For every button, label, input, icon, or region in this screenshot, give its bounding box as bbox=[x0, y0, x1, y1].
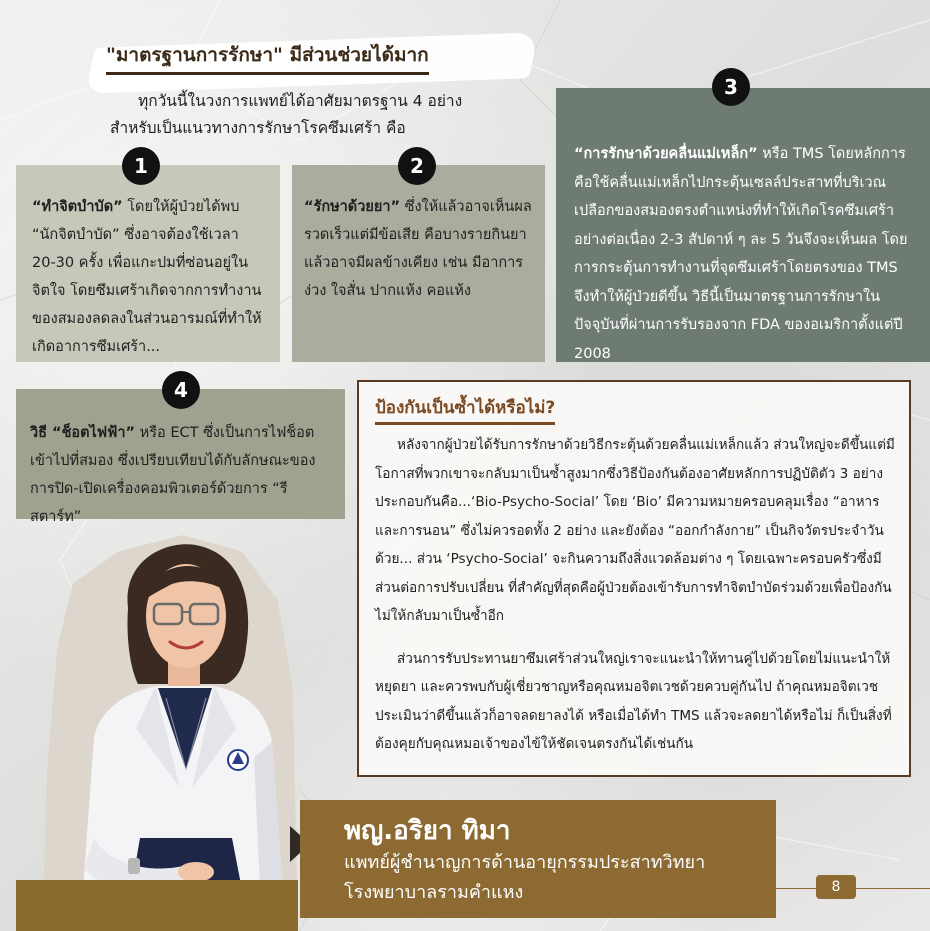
method-1-heading: “ทำจิตบำบัด” bbox=[32, 199, 123, 215]
method-card-3 bbox=[556, 88, 930, 362]
method-1-body: โดยให้ผู้ป่วยได้พบ “นักจิตบำบัด” ซึ่งอาจต้องใช้เวลา 20-30 ครั้ง เพื่อแกะปมที่ซ่อนอยู่ในจิตใจ โดยซึมเศร้าเกิดจากการทำงานของสมองลดลงในส่วนอารมณ์ที่ทำให้เกิดอาการซึมเศร้า... bbox=[32, 199, 262, 355]
doctor-name-banner bbox=[300, 800, 776, 918]
page-title: "มาตรฐานการรักษา" มีส่วนช่วยได้มาก bbox=[106, 40, 429, 75]
doctor-hospital: โรงพยาบาลรามคำแหง bbox=[344, 882, 524, 903]
number-badge-1: 1 bbox=[122, 147, 160, 185]
page-number: 8 bbox=[816, 875, 856, 899]
number-badge-3: 3 bbox=[712, 68, 750, 106]
number-badge-2: 2 bbox=[398, 147, 436, 185]
title-block bbox=[98, 36, 538, 92]
method-4-heading: “ช็อตไฟฟ้า” bbox=[52, 425, 136, 441]
number-badge-4: 4 bbox=[162, 371, 200, 409]
intro-text bbox=[110, 88, 530, 142]
method-2-heading: “รักษาด้วยยา” bbox=[304, 199, 401, 215]
method-2-body: ซึ่งให้แล้วอาจเห็นผลรวดเร็วแต่มีข้อเสีย คือบางรายกินยาแล้วอาจมีผลข้างเคียง เช่น มีอาการง่วง ใจสั่น ปากแห้ง คอแห้ง bbox=[304, 199, 532, 299]
method-4-heading-prefix: วิธี bbox=[30, 425, 53, 441]
method-4-body: หรือ ECT ซึ่งเป็นการไฟช็อตเข้าไปที่สมอง ซึ่งเปรียบเทียบได้กับลักษณะของการปิด-เปิดเครื่องคอมพิวเตอร์ด้วยการ “รีสตาร์ท” bbox=[30, 425, 316, 525]
prevention-paragraph-2: ส่วนการรับประทานยาซึมเศร้าส่วนใหญ่เราจะแนะนำให้ทานคู่ไปด้วยโดยไม่แนะนำให้หยุดยา และควรพบกับผู้เชี่ยวชาญหรือคุณหมอจิตเวชด้วยควบคู่กันไป ถ้าคุณหมอจิตเวชประเมินว่าดีขึ้นแล้วก็อาจลดยาลงได้ หรือเมื่อได้ทำ TMS แล้วจะลดยาได้หรือไม่ ก็เป็นสิ่งที่ต้องคุยกับคุณหมอเจ้าของไข้ให้ชัดเจนตรงกันได้เช่นกัน bbox=[375, 650, 892, 752]
doctor-name: พญ.อริยา ทิมา bbox=[344, 816, 511, 846]
method-card-2 bbox=[292, 165, 545, 362]
intro-line-1: ทุกวันนี้ในวงการแพทย์ได้อาศัยมาตรฐาน 4 อย่าง bbox=[138, 92, 463, 110]
intro-line-2: สำหรับเป็นแนวทางการรักษาโรคซึมเศร้า คือ bbox=[110, 119, 406, 137]
method-card-1 bbox=[16, 165, 280, 362]
bottom-accent-strip bbox=[16, 880, 298, 931]
prevention-title: ป้องกันเป็นซ้ำได้หรือไม่? bbox=[375, 394, 555, 425]
prevention-panel bbox=[357, 380, 911, 777]
doctor-photo bbox=[40, 538, 302, 931]
doctor-role: แพทย์ผู้ชำนาญการด้านอายุกรรมประสาทวิทยา bbox=[344, 852, 706, 873]
method-3-heading: “การรักษาด้วยคลื่นแม่เหล็ก” bbox=[574, 146, 758, 162]
prevention-paragraph-1: หลังจากผู้ป่วยได้รับการรักษาด้วยวิธีกระตุ้นด้วยคลื่นแม่เหล็กแล้ว ส่วนใหญ่จะดีขึ้นแต่มีโอกาสที่พวกเขาจะกลับมาเป็นซ้ำสูงมากซึ่งวิธีป้องกันต้องอาศัยหลักการปฏิบัติตัว 3 อย่างประกอบกันคือ...‘Bio-Psycho-Social’ โดย ‘Bio’ มีความหมายครอบคลุมเรื่อง “อาหารและการนอน” ซึ่งไม่ควรอดทั้ง 2 อย่าง และยังต้อง “ออกกำลังกาย” เป็นกิจวัตรประจำวันด้วย... ส่วน ‘Psycho-Social’ จะกินความถึงสิ่งแวดล้อมต่าง ๆ โดยเฉพาะครอบครัวซึ่งมีส่วนต่อการปรับเปลี่ยน ที่สำคัญที่สุดคือผู้ป่วยต้องเข้ารับการทำจิตบำบัดร่วมด้วยเพื่อป้องกันไม่ให้กลับมาเป็นซ้ำอีก bbox=[375, 437, 895, 624]
method-3-body: หรือ TMS โดยหลักการคือใช้คลื่นแม่เหล็กไปกระตุ้นเซลล์ประสาทที่บริเวณเปลือกของสมองตรงตำแหน่งที่ทำให้เกิดโรคซึมเศร้าอย่างต่อเนื่อง 2-3 สัปดาห์ ๆ ละ 5 วันจึงจะเห็นผล โดยการกระตุ้นการทำงานที่จุดซึมเศร้าโดยตรงของ TMS จึงทำให้ผู้ป่วยดีขึ้น วิธีนี้เป็นมาตรฐานการรักษาในปัจจุบันที่ผ่านการรับรองจาก FDA ของอเมริกาตั้งแต่ปี 2008 bbox=[574, 146, 908, 362]
